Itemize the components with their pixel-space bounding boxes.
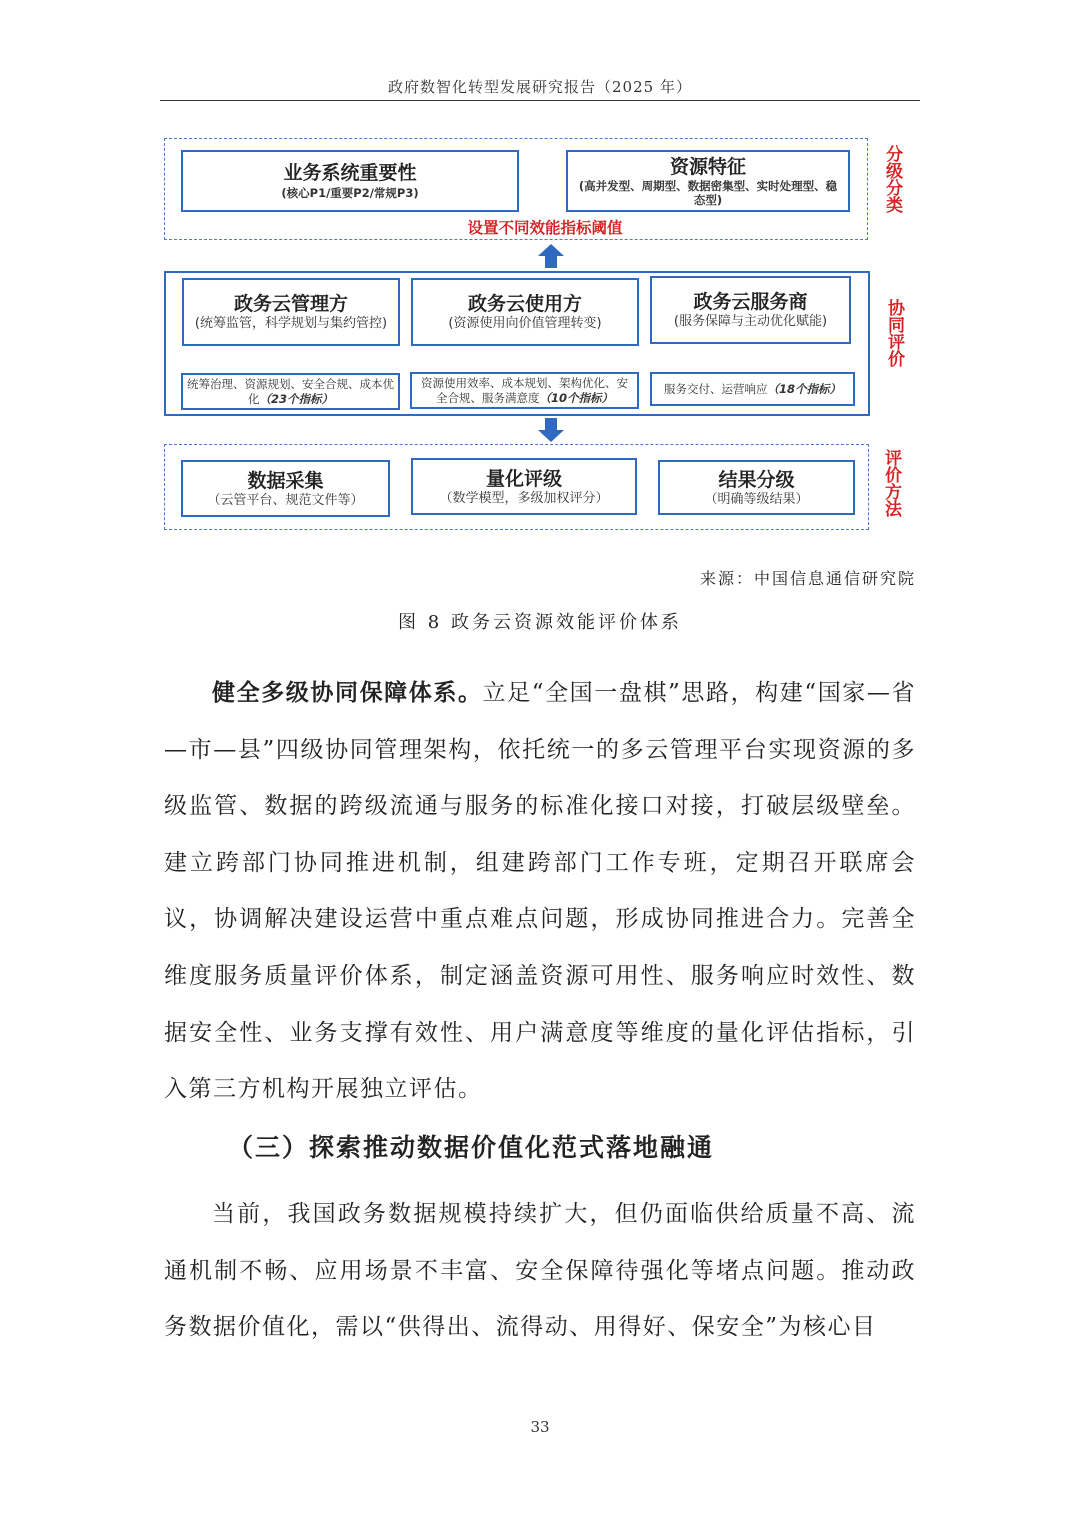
page-number: 33 (530, 1418, 550, 1436)
box-title: 政务云管理方 (233, 293, 348, 315)
box-subtitle: (统筹监管，科学规划与集约管控) (194, 316, 388, 331)
indicator-count: （10个指标） (539, 390, 613, 405)
indicator-text: 资源使用效率、成本规划、架构优化、安全合规、服务满意度 (421, 375, 628, 405)
provider-indicators (650, 372, 855, 406)
box-subtitle: (高并发型、周期型、数据密集型、实时处理型、稳态型) (578, 179, 838, 207)
manager-indicators (181, 373, 400, 410)
data-collection-box (181, 460, 390, 517)
section-heading: （三）探索推动数据价值化范式落地融通 (228, 1133, 715, 1162)
box-title: 结果分级 (718, 468, 795, 491)
arrow-up-icon (536, 244, 566, 268)
box-title: 业务系统重要性 (283, 162, 417, 184)
arrow-down-icon (536, 418, 566, 442)
running-header: 政府数智化转型发展研究报告（2025 年） (388, 78, 692, 96)
cloud-provider-box (650, 276, 851, 344)
result-grading-box (658, 460, 855, 515)
side-label-classification: 分级分类 (882, 145, 902, 213)
box-title: 政务云使用方 (467, 293, 582, 315)
indicator-count: （23个指标） (259, 391, 333, 406)
box-subtitle: （数学模型，多级加权评分） (439, 490, 609, 506)
box-title: 数据采集 (247, 469, 324, 492)
paragraph-lead: 健全多级协同保障体系。 (212, 680, 483, 706)
cloud-user-box (411, 278, 639, 346)
box-subtitle: (服务保障与主动优化赋能) (673, 314, 828, 329)
header-rule (160, 100, 920, 101)
quantitative-rating-box (411, 458, 637, 515)
resource-feature-box (566, 150, 850, 212)
figure-source: 来源：中国信息通信研究院 (699, 569, 916, 588)
body-paragraph (164, 665, 916, 1118)
box-subtitle: （明确等级结果） (704, 491, 809, 507)
box-subtitle: (核心P1/重要P2/常规P3) (281, 186, 419, 200)
box-title: 量化评级 (485, 467, 562, 490)
business-importance-box (181, 150, 519, 212)
box-title: 资源特征 (669, 156, 746, 178)
user-indicators (410, 372, 639, 409)
threshold-label: 设置不同效能指标阈值 (467, 219, 623, 237)
side-label-collaborative: 协同评价 (884, 299, 904, 367)
indicator-count: （18个指标） (767, 381, 841, 396)
indicator-text: 统筹治理、资源规划、安全合规、成本优化 (187, 376, 394, 406)
figure-caption: 图 8 政务云资源效能评价体系 (398, 612, 682, 633)
box-title: 政务云服务商 (693, 291, 808, 313)
cloud-manager-box (182, 278, 400, 346)
box-subtitle: （云管平台、规范文件等） (207, 492, 364, 508)
side-label-method: 评价方法 (881, 449, 901, 517)
body-paragraph-2: 当前，我国政务数据规模持续扩大，但仍面临供给质量不高、流通机制不畅、应用场景不丰富、安全保障待强化等堵点问题。推动政务数据价值化，需以“供得出、流得动、用得好、保安全”为核心目 (164, 1201, 916, 1341)
box-subtitle: (资源使用向价值管理转变) (448, 316, 602, 331)
indicator-text: 服务交付、运营响应 (663, 381, 768, 396)
paragraph-body: 立足“全国一盘棋”思路，构建“国家—省—市—县”四级协同管理架构，依托统一的多云管理平台实现资源的多级监管、数据的跨级流通与服务的标准化接口对接，打破层级壁垒。建立跨部门协同推进机制，组建跨部门工作专班，定期召开联席会议，协调解决建设运营中重点难点问题，形成协同推进合力。完善全维度服务质量评价体系，制定涵盖资源可用性、服务响应时效性、数据安全性、业务支撑有效性、用户满意度等维度的量化评估指标，引入第三方机构开展独立评估。 (164, 680, 916, 1103)
